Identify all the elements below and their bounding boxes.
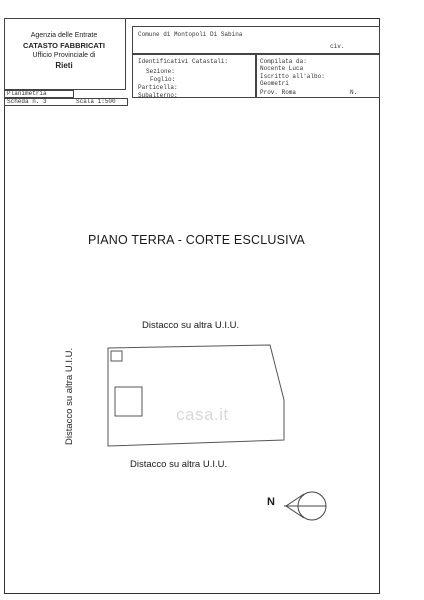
identificativi-label: Identificativi Catastali: <box>138 58 229 65</box>
agency-office: Ufficio Provinciale di <box>32 52 96 59</box>
watermark-text: casa.it <box>176 405 229 424</box>
left-distance-label: Distacco su altra U.I.U. <box>64 347 75 445</box>
compilata-label: Compilata da: <box>260 58 307 65</box>
compass-rose-icon <box>282 486 342 526</box>
particella-label: Particella: <box>138 84 178 91</box>
scala-label: Scala 1:500 <box>76 98 116 105</box>
agency-city: Rieti <box>55 61 73 70</box>
compilata-name: Nocente Luca <box>260 65 304 72</box>
prov-label: Prov. Roma <box>260 89 297 96</box>
civ-label: civ. <box>330 43 345 50</box>
planimetria-label: Planimetria <box>7 90 47 97</box>
n-label: N. <box>350 89 358 96</box>
sezione-label: Sezione: <box>146 68 175 75</box>
scheda-label: Scheda n. 3 <box>7 98 47 105</box>
agency-catasto: CATASTO FABBRICATI <box>23 41 105 50</box>
agency-block <box>6 31 122 71</box>
top-distance-label: Distacco su altra U.I.U. <box>142 320 240 331</box>
comune-label: Comune di Montopoli Di Sabina <box>138 31 243 38</box>
iscritto-label: Iscritto all'albo: <box>260 73 325 80</box>
subalterno-label: Subalterno: <box>138 92 178 99</box>
foglio-label: Foglio: <box>150 76 176 83</box>
agency-name: Agenzia delle Entrate <box>30 32 98 39</box>
drawing-title: PIANO TERRA - CORTE ESCLUSIVA <box>88 233 305 247</box>
iscritto-value: Geometri <box>260 80 289 87</box>
north-label: N <box>267 496 275 508</box>
bottom-distance-label: Distacco su altra U.I.U. <box>130 459 228 470</box>
